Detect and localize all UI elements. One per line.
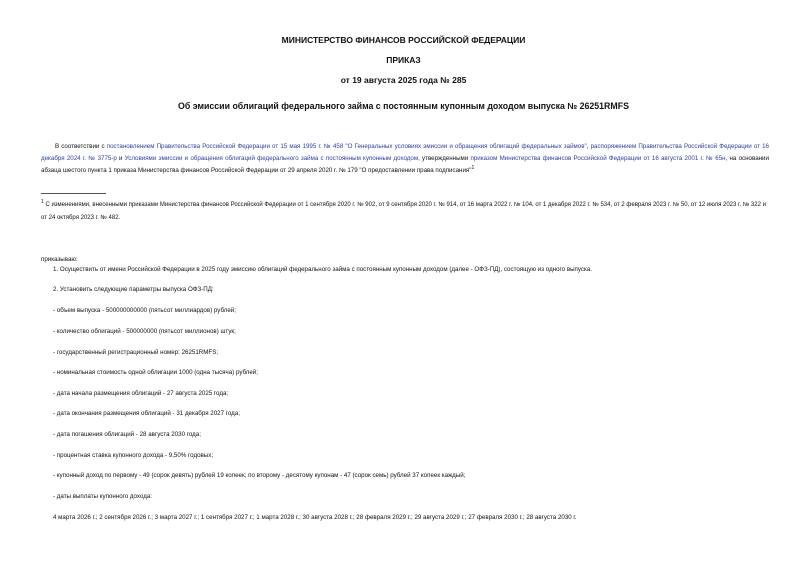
footnote-mark: 1	[41, 199, 44, 205]
link-prikaz-65n[interactable]: приказом Министерства финансов Российской Федерации от 16 августа 2001 г. № 65н	[470, 155, 726, 162]
param-quantity: - количество облигаций - 500000000 (пятьсот миллионов) штук;	[53, 328, 236, 335]
param-maturity-date: - дата погашения облигаций - 28 августа 2030 года;	[53, 431, 201, 438]
intro-text-2: ,	[586, 143, 591, 150]
doc-type-heading: ПРИКАЗ	[386, 55, 421, 65]
link-usloviya[interactable]: Условиями эмиссии и обращения облигаций федерального займа с постоянным купонным доходом	[124, 155, 419, 162]
param-nominal: - номинальная стоимость одной облигации 1000 (одна тысяча) рублей;	[53, 369, 258, 376]
param-reg-number: - государственный регистрационный номер: 26251RMFS;	[53, 349, 219, 356]
document-title: Об эмиссии облигаций федерального займа с постоянным купонным доходом выпуска № 26251RMFS	[178, 101, 629, 111]
link-postanovlenie[interactable]: постановлением Правительства Российской Федерации от 15 мая 1995 г. № 458 "О Генеральных условиях эмиссии и обращения облигаций федеральных займов"	[106, 143, 587, 150]
intro-paragraph	[41, 141, 769, 177]
footnote-ref[interactable]: 1	[471, 164, 475, 171]
param-end-date: - дата окончания размещения облигаций - 31 декабря 2027 года;	[53, 410, 240, 417]
paragraph-2: 2. Установить следующие параметры выпуска ОФЗ-ПД:	[53, 286, 214, 293]
date-number-heading: от 19 августа 2025 года № 285	[340, 75, 467, 85]
footnote-divider	[41, 193, 106, 194]
coupon-dates-list: 4 марта 2026 г.; 2 сентября 2026 г.; 3 марта 2027 г.; 1 сентября 2027 г.; 1 марта 2028 г.; 30 августа 2028 г.; 28 февраля 2029 г.; 29 августа 2029 г.; 27 февраля 2030 г.; 28 августа 2030 г.	[53, 514, 577, 521]
paragraph-1: 1. Осуществить от имени Российской Федерации в 2025 году эмиссию облигаций федерального займа с постоянным купонным доходом (далее - ОФЗ-ПД), состоящую из одного выпуска.	[53, 266, 593, 273]
footnote	[41, 199, 771, 224]
param-coupon-rate: - процентная ставка купонного дохода - 9,50% годовых;	[53, 452, 214, 459]
param-volume: - объем выпуска - 500000000000 (пятьсот миллиардов) рублей;	[53, 307, 236, 314]
intro-text-4: , утвержденными	[418, 155, 471, 162]
param-coupon-dates: - даты выплаты купонного дохода:	[53, 493, 152, 500]
param-coupon-income: - купонный доход по первому - 49 (сорок девять) рублей 19 копеек; по второму - десятому купонам - 47 (сорок семь) рублей 37 копеек каждый;	[53, 472, 466, 479]
param-start-date: - дата начала размещения облигаций - 27 августа 2025 года;	[53, 390, 229, 397]
intro-text-1: В соответствии с	[55, 143, 107, 150]
intro-text-5: , на основании абзаца шестого пункта 1 приказа Министерства финансов Российской Федерации от 29 апреля 2020 г. № 179 "О предоставлении права подписания"	[41, 155, 769, 174]
ministry-heading: МИНИСТЕРСТВО ФИНАНСОВ РОССИЙСКОЙ ФЕДЕРАЦИИ	[281, 35, 526, 45]
prikazyvayu-label: приказываю:	[41, 256, 78, 263]
link-rasporyazhenie[interactable]: распоряжением Правительства Российской Федерации от 16 декабря 2024 г. № 3775-р	[41, 143, 769, 162]
footnote-text: С изменениями, внесенными приказами Министерства финансов Российской Федерации от 1 сентября 2020 г. № 902, от 9 сентября 2020 г. № 914, от 16 марта 2022 г. № 104, от 1 декабря 2022 г. № 534, от 2 февраля 2023 г. № 50, от 12 июля 2023 г. № 322 и от 24 октября 2023 г. № 482.	[41, 202, 766, 221]
intro-text-3: и	[116, 155, 125, 162]
